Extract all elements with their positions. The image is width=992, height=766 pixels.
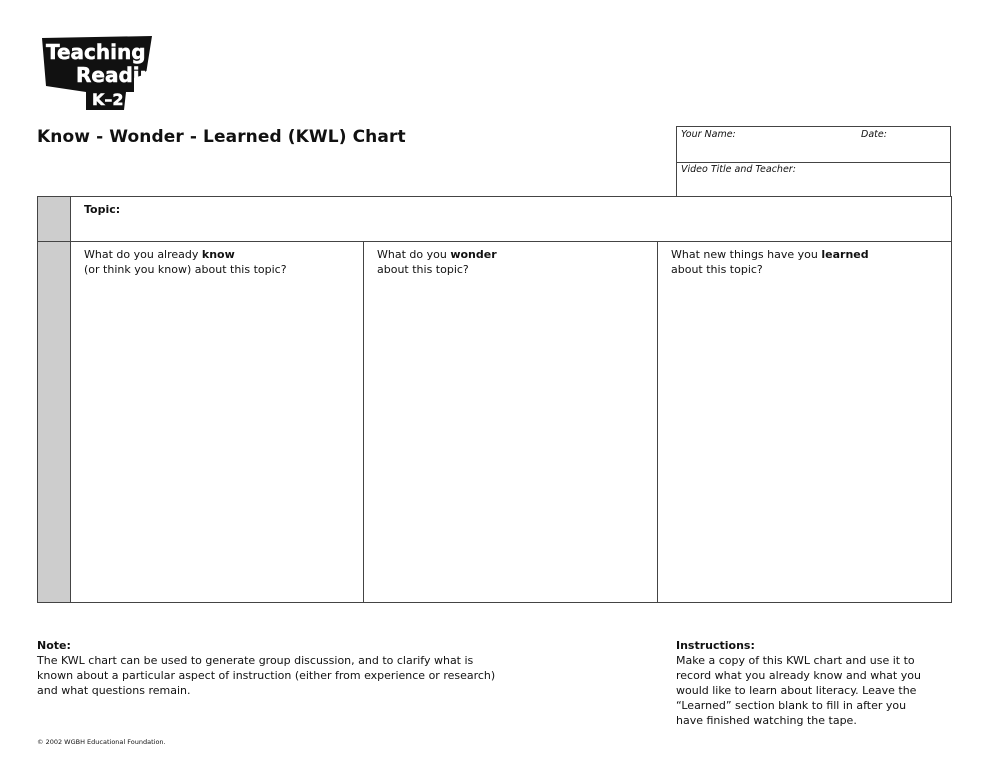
topic-label: Topic: <box>84 203 121 216</box>
instructions-section <box>676 638 946 728</box>
video-title-field[interactable]: Video Title and Teacher: <box>681 164 796 175</box>
name-date-row <box>677 127 950 163</box>
chart-sidebar <box>38 197 71 602</box>
logo-line-1: Teaching <box>46 40 146 64</box>
note-line: and what questions remain. <box>37 684 191 697</box>
know-keyword: know <box>201 248 235 261</box>
instructions-line: “Learned” section blank to fill in after you <box>676 699 907 712</box>
logo-line-3: K–2 <box>92 90 124 109</box>
learned-prompt-lead: What new things have you <box>671 248 822 261</box>
note-heading: Note: <box>37 639 71 652</box>
logo-graphic <box>38 34 169 112</box>
know-prompt-line2: (or think you know) about this topic? <box>84 263 287 276</box>
note-section <box>37 638 537 698</box>
wonder-prompt-line2: about this topic? <box>377 263 469 276</box>
copyright-text: © 2002 WGBH Educational Foundation. <box>37 738 166 746</box>
wonder-prompt <box>377 247 497 277</box>
know-column[interactable] <box>71 242 364 602</box>
learned-column[interactable] <box>658 242 951 602</box>
note-line: The KWL chart can be used to generate group discussion, and to clarify what is <box>37 654 474 667</box>
instructions-heading: Instructions: <box>676 639 755 652</box>
know-prompt <box>84 247 287 277</box>
kwl-chart <box>37 196 952 603</box>
learned-prompt <box>671 247 869 277</box>
logo-line-2: Reading <box>76 63 169 87</box>
topic-field[interactable] <box>71 197 951 242</box>
student-info-box <box>676 126 951 196</box>
learned-keyword: learned <box>821 248 869 261</box>
instructions-line: would like to learn about literacy. Leave the <box>676 684 917 697</box>
teaching-reading-logo <box>38 34 169 112</box>
wonder-column[interactable] <box>364 242 658 602</box>
instructions-line: Make a copy of this KWL chart and use it to <box>676 654 915 667</box>
learned-prompt-line2: about this topic? <box>671 263 763 276</box>
sidebar-divider <box>38 241 70 242</box>
wonder-keyword: wonder <box>450 248 497 261</box>
instructions-line: have finished watching the tape. <box>676 714 857 727</box>
instructions-line: record what you already know and what you <box>676 669 921 682</box>
page-title: Know - Wonder - Learned (KWL) Chart <box>37 127 406 147</box>
know-prompt-lead: What do you already <box>84 248 202 261</box>
your-name-field[interactable]: Your Name: <box>681 129 736 140</box>
note-line: known about a particular aspect of instruction (either from experience or research) <box>37 669 496 682</box>
wonder-prompt-lead: What do you <box>377 248 451 261</box>
date-field[interactable]: Date: <box>861 129 887 140</box>
